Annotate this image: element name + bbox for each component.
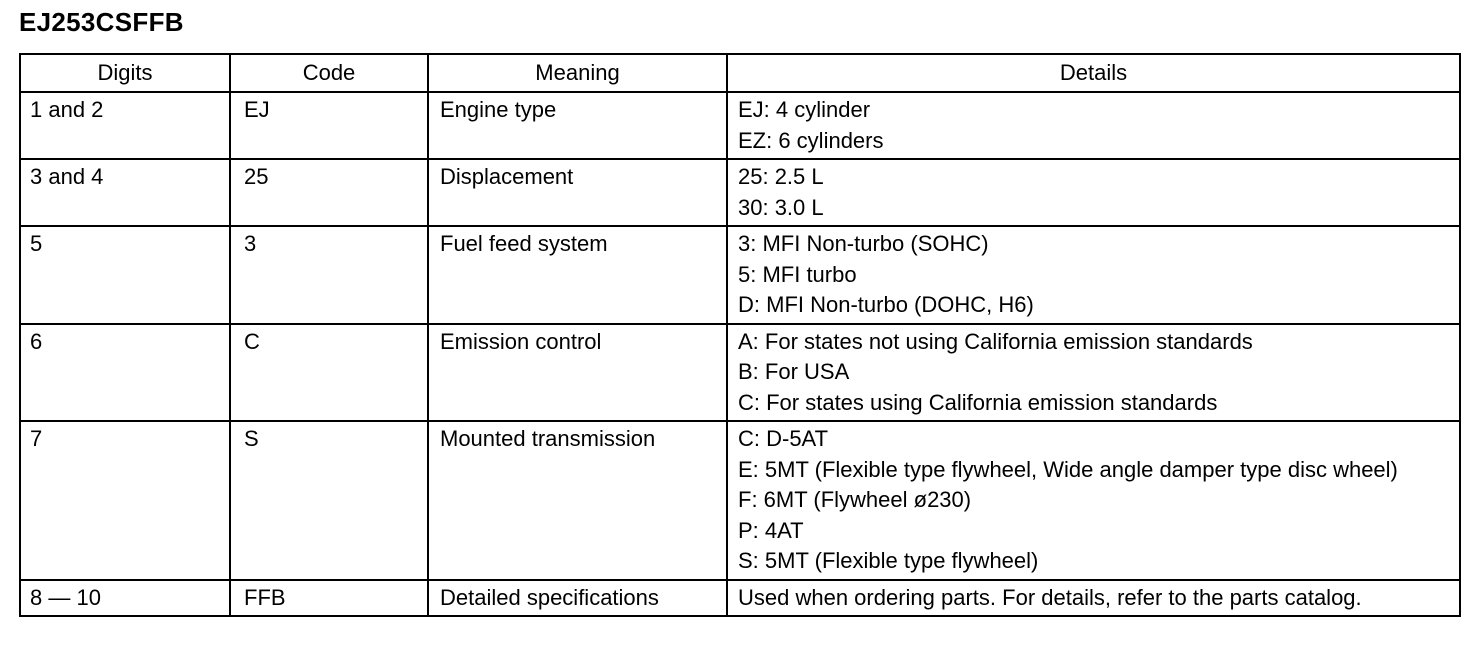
details-line: B: For USA: [738, 359, 850, 384]
details-line: EZ: 6 cylinders: [738, 127, 884, 153]
digits-cell: 7: [20, 421, 230, 580]
details-line: 25: 2.5 L: [738, 164, 824, 189]
table-row: [20, 159, 1460, 226]
details-line: 5: MFI turbo: [738, 261, 857, 287]
digits-cell: 6: [20, 324, 230, 422]
details-cell: [727, 324, 1460, 422]
details-line: C: D-5AT: [738, 426, 829, 451]
code-cell: EJ: [230, 92, 428, 159]
table-row: [20, 226, 1460, 324]
meaning-cell: Mounted transmission: [428, 421, 727, 580]
table-row: [20, 92, 1460, 159]
details-line: EJ: 4 cylinder: [738, 97, 871, 122]
details-line: C: For states using California emission standards: [738, 389, 1218, 415]
details-line: 3: MFI Non-turbo (SOHC): [738, 231, 989, 256]
details-cell: [727, 580, 1460, 617]
details-line: Used when ordering parts. For details, refer to the parts catalog.: [738, 584, 1362, 610]
code-cell: C: [230, 324, 428, 422]
table-row: [20, 421, 1460, 580]
details-cell: [727, 159, 1460, 226]
meaning-cell: Detailed specifications: [428, 580, 727, 617]
details-cell: [727, 92, 1460, 159]
details-line: D: MFI Non-turbo (DOHC, H6): [738, 292, 1034, 317]
digits-cell: 3 and 4: [20, 159, 230, 226]
header-digits: Digits: [20, 54, 230, 92]
digits-cell: 5: [20, 226, 230, 324]
meaning-cell: Fuel feed system: [428, 226, 727, 324]
code-cell: 3: [230, 226, 428, 324]
details-line: E: 5MT (Flexible type flywheel, Wide angle damper type disc wheel): [738, 456, 1398, 482]
meaning-cell: Displacement: [428, 159, 727, 226]
engine-code-table: [19, 53, 1461, 617]
code-cell: S: [230, 421, 428, 580]
details-cell: [727, 421, 1460, 580]
code-cell: FFB: [230, 580, 428, 617]
details-line: F: 6MT (Flywheel ø230): [738, 487, 972, 512]
meaning-cell: Emission control: [428, 324, 727, 422]
details-line: P: 4AT: [738, 517, 804, 543]
table-row: [20, 324, 1460, 422]
meaning-cell: Engine type: [428, 92, 727, 159]
table-row: [20, 580, 1460, 617]
header-meaning: Meaning: [428, 54, 727, 92]
code-cell: 25: [230, 159, 428, 226]
details-cell: [727, 226, 1460, 324]
details-line: A: For states not using California emission standards: [738, 328, 1253, 354]
digits-cell: 1 and 2: [20, 92, 230, 159]
details-line: 30: 3.0 L: [738, 194, 824, 220]
header-details: Details: [727, 54, 1460, 92]
details-line: S: 5MT (Flexible type flywheel): [738, 548, 1039, 573]
header-code: Code: [230, 54, 428, 92]
document-title: EJ253CSFFB: [19, 7, 184, 37]
table-header-row: [20, 54, 1460, 92]
digits-cell: 8 — 10: [20, 580, 230, 617]
